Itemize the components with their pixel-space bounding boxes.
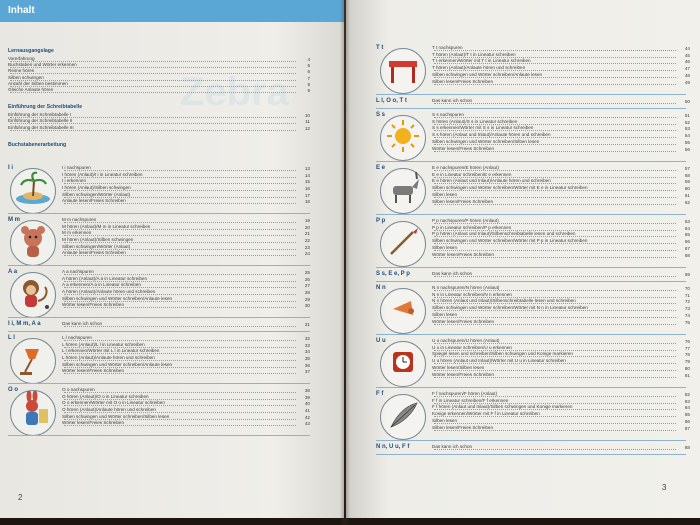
toc-entry-text: O hören (Anlaut)/Anlaute hören und schreiben [62, 406, 156, 412]
block-separator [376, 94, 686, 95]
toc-entry-page: 59 [684, 179, 690, 185]
toc-entry-leader [434, 276, 676, 277]
page-number-left: 2 [18, 493, 23, 502]
toc-entry-page: 71 [684, 292, 690, 298]
toc-entry-leader [64, 307, 296, 308]
lamp-icon [10, 338, 56, 384]
toc-entry-page: 44 [684, 46, 690, 51]
toc-entry-text: F f in Lineatur schreiben/F f erkennen [432, 397, 509, 403]
toc-entry-leader [434, 50, 676, 51]
toc-entry-text: O hören (Anlaut)/O o in Lineatur schreiben [62, 393, 149, 399]
toc-entry-page: 10 [304, 113, 310, 119]
toc-entry-page: 8 [307, 81, 310, 87]
toc-entry-text: L l erkennen/Wörter mit L l in Lineatur schreiben [62, 348, 160, 354]
toc-entry-text: Wörter lesen/Freies Schreiben [62, 368, 125, 374]
letter-heading: L l [8, 334, 15, 341]
toc-entry-page: 50 [684, 99, 690, 104]
toc-entry-text: S hören (Anlaut)/S s in Lineatur schreiben [432, 118, 518, 124]
toc-entry-leader [434, 223, 676, 224]
toc-entry-text: Anlaute lesen/Freies Schreiben [62, 250, 126, 256]
toc-entry-text: T hören (Anlaut)/Anlaute hören und schreiben [432, 65, 526, 71]
toc-entry-page: 43 [304, 421, 310, 427]
letter-heading: N n, U u, F f [376, 444, 410, 450]
toc-entry-text: T t nachspuren [432, 45, 463, 50]
toc-entry-page: 84 [684, 405, 690, 411]
toc-entry-page: 77 [684, 345, 690, 351]
toc-entry-leader [64, 170, 296, 171]
toc-entry-text: T t erkennen/Wörter mit T t in Lineatur schreiben [432, 58, 531, 64]
toc-entry-text: Einführung der Schreibtabelle I [8, 112, 72, 118]
toc-entry-text: I i erkennen [62, 178, 87, 184]
letter-heading: P p [376, 218, 386, 224]
toc-entry-leader [434, 370, 676, 371]
toc-entry-page: 5 [307, 63, 310, 69]
island-icon [10, 168, 56, 214]
toc-entry-page: 26 [304, 276, 310, 282]
toc-entry-text: Silben lesen/Freies Schreiben [432, 424, 494, 430]
toc-entry-text: M m nachspuren [62, 216, 97, 222]
toc-entry-text: Silben lesen/Freies Schreiben [432, 198, 494, 204]
block-separator [376, 454, 686, 455]
toc-entry-page: 41 [304, 407, 310, 413]
toc-entry-leader [434, 317, 676, 318]
toc-entry-text: O o erkennen/Wörter mit O o in Lineatur schreiben [62, 400, 165, 406]
toc-entry-page: 25 [304, 269, 310, 275]
block-separator [376, 161, 686, 162]
toc-entry-text: Wörter lesen/Freies Schreiben [432, 371, 495, 377]
letter-heading: S s, E e, P p [376, 271, 410, 277]
toc-entry-leader [10, 130, 296, 131]
toc-entry-text: Spiegel lesen und schreiben/Silben schwingen und Konige markieren [432, 351, 573, 357]
toc-entry-text: A hören (Anlaut)/A a in Lineatur schreiben [62, 275, 148, 281]
toc-entry-leader [434, 324, 676, 325]
toc-entry-text: U u nachspuren/U hören (Anlaut) [432, 338, 500, 343]
toc-entry-page: 21 [304, 231, 310, 237]
toc-entry-page: 85 [684, 412, 690, 418]
nose-icon [380, 288, 426, 334]
toc-entry-text: L l nachspuren [62, 334, 92, 340]
toc-entry-page: 30 [304, 303, 310, 309]
toc-entry-page: 28 [304, 289, 310, 295]
toc-entry-text: Buchstaben und Wörter erkennen [8, 62, 77, 68]
toc-entry-text: A a erkennen/A a in Lineatur schreiben [62, 282, 141, 288]
toc-entry-leader [64, 203, 296, 204]
toc-entry-text: Silben schwingen und Wörter schreiben/Silben lesen [432, 138, 540, 144]
toc-entry-text: P p nachspuren/P hören (Anlaut) [432, 218, 499, 223]
toc-entry-leader [64, 242, 296, 243]
letter-heading: L l, O o, T t [376, 98, 407, 104]
letter-heading: M m [8, 216, 20, 223]
header-bar [0, 0, 344, 22]
toc-entry-page: 22 [304, 237, 310, 243]
block-separator [8, 331, 310, 332]
toc-entry-leader [434, 250, 676, 251]
toc-entry-text: Anlaute lesen/Freies Schreiben [62, 198, 126, 204]
toc-entry-page: 6 [307, 69, 310, 75]
toc-entry-text: F f hören (Anlaut und Inlaut)/Silben schwingen und Konige markieren [432, 404, 573, 410]
toc-entry-page: 86 [684, 418, 690, 424]
toc-entry-page: 78 [684, 352, 690, 358]
toc-entry-page: 24 [304, 251, 310, 257]
donkey-icon [380, 168, 426, 214]
toc-entry-page: 15 [304, 179, 310, 185]
toc-entry-page: 83 [684, 398, 690, 404]
toc-entry-text: F f nachspuren/F hören (Anlaut) [432, 391, 498, 396]
toc-entry-page: 72 [684, 299, 690, 305]
toc-entry-text: N n hören (Anlaut und Inlaut)/Silbenschreibtabelle lesen und schreiben [432, 298, 576, 304]
section-title: Lernausgangslage [8, 48, 54, 54]
toc-entry-page: 9 [307, 88, 310, 93]
toc-entry-text: A a nachspuren [62, 268, 94, 274]
toc-entry-page: 35 [304, 355, 310, 361]
toc-entry-text: Wörter lesen/Silben lesen [432, 364, 485, 370]
block-separator [376, 387, 686, 388]
block-separator [8, 435, 310, 436]
toc-entry-text: Silben lesen [432, 311, 458, 317]
toc-entry-leader [434, 197, 676, 198]
letter-heading: O o [8, 386, 18, 393]
toc-entry-page: 60 [684, 186, 690, 192]
toc-entry-text: Wörter lesen/Freies Schreiben [432, 251, 495, 257]
toc-entry-page: 34 [304, 349, 310, 355]
toc-entry-page: 27 [304, 283, 310, 289]
toc-entry-text: U u in Lineatur schreiben/U u erkennen [432, 344, 512, 350]
clock-icon [380, 341, 426, 387]
toc-entry-page: 33 [304, 342, 310, 348]
toc-entry-leader [64, 360, 296, 361]
toc-entry-text: S s hören (Anlaut und Inlaut)/Anlaute hören und schreiben [432, 132, 551, 138]
toc-entry-text: Einführung der Schreibtabelle II [8, 118, 73, 124]
toc-entry-text: U u hören (Anlaut und Inlaut)/Wörter mit U u in Lineatur schreiben [432, 358, 566, 364]
toc-entry-leader [434, 377, 676, 378]
toc-entry-page: 40 [304, 401, 310, 407]
toc-entry-page: 23 [304, 244, 310, 250]
toc-entry-leader [64, 294, 296, 295]
toc-entry-text: N n nachspuren/N hören (Anlaut) [432, 285, 500, 290]
toc-entry-page: 16 [304, 185, 310, 191]
toc-entry-page: 13 [304, 165, 310, 171]
toc-entry-page: 53 [684, 126, 690, 132]
toc-entry-leader [64, 340, 296, 341]
toc-entry-page: 19 [304, 217, 310, 223]
toc-entry-leader [434, 396, 676, 397]
toc-entry-page: 88 [684, 445, 690, 450]
block-separator [8, 383, 310, 384]
toc-entry-text: Silben schwingen und Wörter schreiben/Wörter mit P p in Lineatur schreiben [432, 238, 588, 244]
toc-entry-page: 4 [307, 57, 310, 62]
toc-entry-text: Wörter lesen/Freies Schreiben [432, 145, 495, 151]
letter-heading: N n [376, 285, 386, 291]
toc-entry-page: 76 [684, 339, 690, 344]
toc-entry-page: 82 [684, 392, 690, 397]
brush-icon [380, 221, 426, 267]
toc-entry-leader [434, 416, 676, 417]
toc-entry-leader [434, 257, 676, 258]
toc-entry-leader [434, 84, 676, 85]
toc-entry-page: 49 [684, 79, 690, 85]
toc-entry-leader [434, 363, 676, 364]
toc-entry-page: 38 [304, 387, 310, 393]
letter-heading: I i, M m, A a [8, 320, 41, 327]
toc-entry-text: L hören (Anlaut)/Anlaute hören und schreiben [62, 354, 155, 360]
toc-entry-text: Silben lesen [432, 244, 458, 250]
toc-entry-text: Silben schwingen und Wörter schreiben/Wörter mit E e in Lineatur schreiben [432, 185, 588, 191]
toc-entry-text: Wörter lesen/Freies Schreiben [62, 302, 125, 308]
toc-entry-leader [434, 151, 676, 152]
toc-entry-page: 87 [684, 425, 690, 431]
toc-entry-page: 46 [684, 59, 690, 65]
toc-entry-text: O o nachspuren [62, 386, 95, 392]
toc-entry-page: 7 [307, 75, 310, 81]
toc-entry-text: Konige erkennen/Wörter mit F f in Lineatur schreiben [432, 411, 540, 417]
toc-entry-page: 29 [304, 296, 310, 302]
letter-heading: F f [376, 391, 384, 397]
toc-entry-leader [434, 103, 676, 104]
toc-entry-leader [434, 343, 676, 344]
toc-entry-page: 37 [304, 369, 310, 375]
letter-heading: A a [8, 268, 18, 275]
toc-entry-text: I i nachspuren [62, 164, 91, 170]
toc-entry-text: M hören (Anlaut)/M m in Lineatur schreiben [62, 223, 151, 229]
toc-entry-leader [434, 449, 676, 450]
toc-entry-page: 64 [684, 225, 690, 231]
toc-entry-page: 51 [684, 113, 690, 118]
toc-entry-page: 45 [684, 52, 690, 58]
section-title: Einführung der Schreibtabelle [8, 104, 83, 111]
toc-entry-page: 47 [684, 66, 690, 72]
watermark: Zebra [180, 70, 289, 114]
toc-entry-text: Silben schwingen [8, 74, 44, 80]
toc-entry-leader [64, 222, 296, 223]
toc-entry-text: Silben schwingen und Wörter schreiben/Anlaute lesen [62, 295, 173, 301]
toc-entry-page: 54 [684, 133, 690, 139]
toc-entry-leader [64, 177, 296, 178]
toc-entry-text: S s erkennen/Wörter mit S s in Lineatur schreiben [432, 125, 534, 131]
block-separator [376, 334, 686, 335]
toc-entry-text: Silben lesen [432, 191, 458, 197]
toc-entry-leader [434, 204, 676, 205]
toc-entry-page: 65 [684, 232, 690, 238]
toc-entry-text: Silben schwingen und Wörter schreiben/Anlaute lesen [432, 71, 543, 77]
toc-entry-page: 63 [684, 219, 690, 224]
page-title: Inhalt [8, 5, 35, 16]
toc-entry-page: 81 [684, 372, 690, 378]
toc-entry-text: A hören (Anlaut)/Anlaute hören und schreiben [62, 288, 156, 294]
toc-entry-leader [64, 274, 296, 275]
toc-entry-page: 18 [304, 199, 310, 205]
toc-entry-leader [64, 412, 296, 413]
block-separator [376, 214, 686, 215]
mouse-icon [10, 220, 56, 266]
page-number-right: 3 [662, 483, 667, 492]
toc-entry-text: P p hören (Anlaut und Inlaut)/Silbenschreibtabelle lesen und schreiben [432, 231, 576, 237]
toc-entry-text: M m erkennen [62, 230, 92, 236]
toc-entry-page: 80 [684, 365, 690, 371]
toc-entry-page: 17 [304, 192, 310, 198]
toc-entry-text: T hören (Anlaut)/T t in Lineatur schreiben [432, 51, 516, 57]
block-separator [8, 213, 310, 214]
toc-entry-text: Silben lesen/Freies Schreiben [432, 78, 494, 84]
toc-entry-page: 39 [304, 394, 310, 400]
toc-entry-page: 12 [304, 125, 310, 131]
toc-entry-text: L hören (Anlaut)/L l in Lineatur schreiben [62, 341, 145, 347]
toc-entry-text: Einführung der Schreibtabelle III [8, 124, 74, 130]
toc-entry-leader [64, 425, 296, 426]
toc-entry-text: Anzahl der Silben bestimmen [8, 80, 68, 86]
block-separator [8, 317, 310, 318]
rabbit-icon [10, 390, 56, 436]
letter-heading: I i [8, 164, 14, 171]
toc-entry-text: Silben schwingen/Wörter (Anlaut) [62, 191, 131, 197]
sun-icon [380, 115, 426, 161]
toc-entry-text: Gleiche Anlaute hören [8, 87, 54, 92]
block-separator [376, 281, 686, 282]
toc-entry-leader [434, 170, 676, 171]
toc-entry-leader [434, 77, 676, 78]
toc-entry-leader [64, 190, 296, 191]
left-page [0, 0, 344, 518]
feather-icon [380, 394, 426, 440]
toc-entry-text: Vorerfahrung [8, 56, 35, 61]
toc-entry-page: 75 [684, 319, 690, 325]
toc-entry-leader [64, 255, 296, 256]
toc-entry-leader [434, 144, 676, 145]
toc-entry-text: Silben lesen [432, 417, 458, 423]
toc-entry-text: Silben schwingen und Wörter schreiben/Wörter mit N n in Lineatur schreiben [432, 305, 588, 311]
toc-entry-page: 69 [684, 272, 690, 277]
toc-entry-text: I hören (Anlaut)/I i in Lineatur schreiben [62, 171, 143, 177]
toc-entry-leader [10, 67, 296, 68]
toc-entry-text: E e hören (Anlaut und Inlaut)/Anlaute hören und schreiben [432, 178, 551, 184]
toc-entry-text: N n in Lineatur schreiben/N n erkennen [432, 291, 512, 297]
toc-entry-leader [64, 229, 296, 230]
toc-entry-page: 62 [684, 199, 690, 205]
toc-entry-page: 61 [684, 192, 690, 198]
section-title: Buchstabenerarbeitung [8, 141, 67, 148]
toc-entry-page: 42 [304, 414, 310, 420]
toc-entry-text: P p in Lineatur schreiben/P p erkennen [432, 224, 512, 230]
monkey-icon [10, 272, 56, 318]
toc-entry-leader [10, 73, 296, 74]
toc-entry-page: 79 [684, 359, 690, 365]
toc-entry-text: E e nachspuren/E hören (Anlaut) [432, 165, 499, 170]
toc-entry-leader [434, 70, 676, 71]
toc-entry-page: 67 [684, 245, 690, 251]
toc-entry-leader [434, 290, 676, 291]
letter-heading: S s [376, 112, 386, 118]
toc-entry-page: 11 [305, 119, 310, 125]
toc-entry-page: 68 [684, 252, 690, 258]
toc-entry-page: 57 [684, 166, 690, 171]
toc-entry-leader [64, 392, 296, 393]
toc-entry-leader [434, 243, 676, 244]
toc-entry-leader [434, 310, 676, 311]
toc-entry-leader [434, 137, 676, 138]
toc-entry-text: Das kann ich schon [432, 98, 473, 103]
toc-entry-page: 14 [304, 172, 310, 178]
block-separator [376, 267, 686, 268]
toc-entry-text: Silben schwingen/Wörter (Anlaut) [62, 243, 131, 249]
toc-entry-page: 70 [684, 286, 690, 291]
toc-entry-leader [434, 117, 676, 118]
toc-entry-text: Das kann ich schon [432, 271, 473, 276]
letter-heading: U u [376, 338, 386, 344]
toc-entry-text: Das kann ich schon [62, 320, 103, 326]
toc-entry-text: Wörter lesen/Freies Schreiben [432, 318, 495, 324]
toc-entry-page: 48 [684, 72, 690, 78]
letter-heading: E e [376, 165, 386, 171]
toc-entry-leader [434, 423, 676, 424]
toc-entry-text: E e in Lineatur schreiben/E e erkennen [432, 171, 512, 177]
right-page [346, 0, 700, 518]
toc-entry-text: S s nachspuren [432, 112, 464, 117]
toc-entry-page: 56 [684, 146, 690, 152]
toc-entry-page: 58 [684, 172, 690, 178]
toc-entry-text: Silben schwingen und Wörter schreiben/Silben lesen [62, 413, 170, 419]
toc-entry-leader [64, 326, 296, 327]
table-icon [380, 48, 426, 94]
toc-entry-page: 20 [304, 224, 310, 230]
toc-entry-text: Wörter lesen/Freies Schreiben [62, 420, 125, 426]
toc-entry-text: Reime hören [8, 68, 35, 74]
book-spine [340, 0, 350, 525]
letter-heading: T t [376, 45, 384, 51]
toc-entry-text: I hören (Anlaut)/Silben schwingen [62, 184, 131, 190]
toc-entry-page: 74 [684, 312, 690, 318]
toc-entry-page: 31 [304, 321, 310, 327]
toc-entry-page: 55 [684, 139, 690, 145]
toc-entry-leader [434, 190, 676, 191]
toc-entry-page: 36 [304, 362, 310, 368]
toc-entry-leader [64, 373, 296, 374]
block-separator [376, 440, 686, 441]
toc-entry-page: 32 [304, 335, 310, 341]
toc-entry-text: Das kann ich schon [432, 444, 473, 449]
toc-entry-leader [10, 92, 296, 93]
block-separator [8, 265, 310, 266]
toc-entry-leader [434, 430, 676, 431]
toc-entry-page: 66 [684, 239, 690, 245]
block-separator [376, 108, 686, 109]
toc-entry-page: 52 [684, 119, 690, 125]
toc-entry-text: M hören (Anlaut)/Silben schwingen [62, 236, 134, 242]
toc-entry-page: 73 [684, 306, 690, 312]
toc-entry-text: Silben schwingen und Wörter schreiben/Anlaute lesen [62, 361, 173, 367]
